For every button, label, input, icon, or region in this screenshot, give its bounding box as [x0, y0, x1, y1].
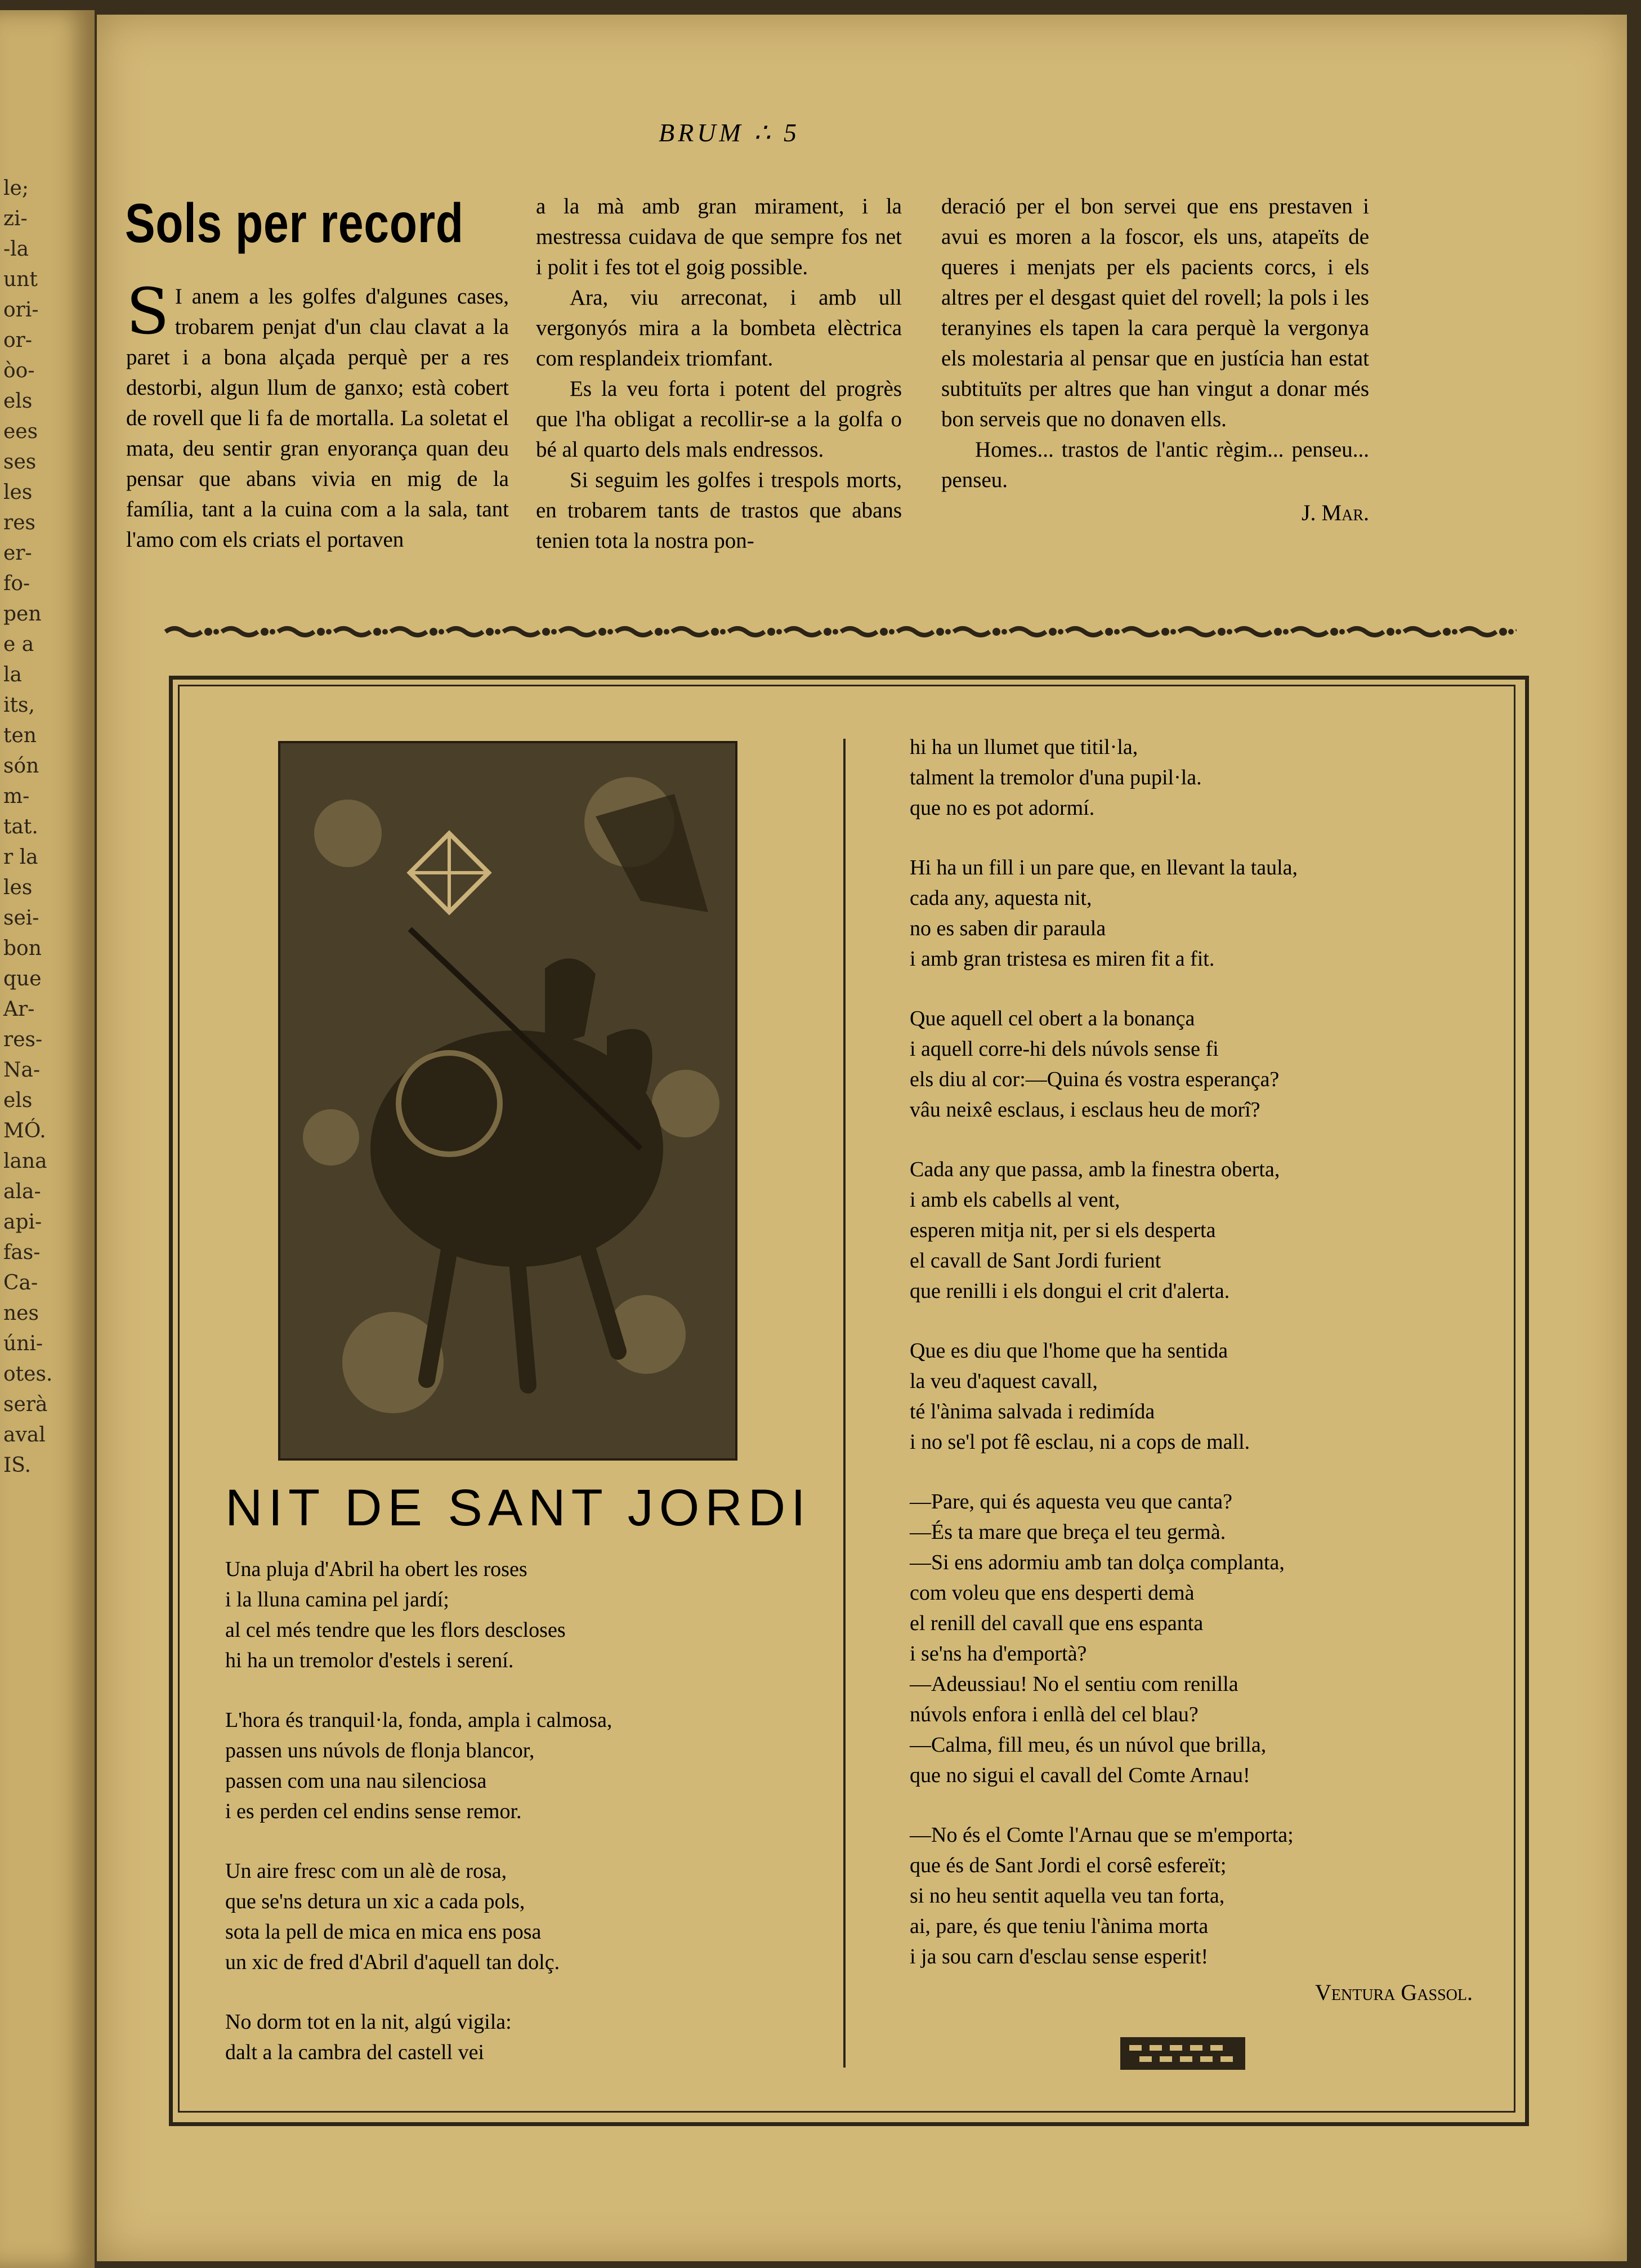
poem-line: i amb els cabells al vent,: [910, 1188, 1120, 1212]
poem-stanza: [225, 1554, 822, 1676]
previous-page-fragment: Ca-: [3, 1271, 38, 1294]
article-paragraph: Homes... trastos de l'antic règim... penseu... penseu.: [941, 437, 1369, 492]
poem-line: i es perden cel endins sense remor.: [225, 1800, 522, 1823]
previous-page-fragment: Na-: [3, 1059, 41, 1082]
previous-page-fragment: òo-: [3, 359, 35, 382]
poem-line: Un aire fresc com un alè de rosa,: [225, 1859, 507, 1883]
poem-line: —Calma, fill meu, és un núvol que brilla,: [910, 1733, 1267, 1757]
previous-page-fragment: els: [3, 1089, 33, 1112]
previous-page-fragment: úni-: [3, 1332, 43, 1355]
previous-page-fragment: són: [3, 754, 39, 778]
previous-page-fragment: res: [3, 511, 35, 534]
poem-line: esperen mitja nit, per si els desperta: [910, 1218, 1216, 1242]
article-paragraph: deració per el bon servei que ens prestaven i avui es moren a la foscor, els uns, atapeïts de queres i menjats per els pacients corcs, i els altres per el desgast quiet del rovell; la pols i les teranyines els tapen la cara perquè la vergonya els molestaria al pensar que en justícia han estat subtituïts per altres que han vingut a donar més bon serveis que no donaven ells.: [941, 194, 1369, 431]
poem-line: i no se'l pot fê esclau, ni a cops de mall.: [910, 1430, 1250, 1454]
poem-line: núvols enfora i enllà del cel blau?: [910, 1703, 1199, 1726]
previous-page-fragment: ori-: [3, 298, 39, 322]
poem-line: sota la pell de mica en mica ens posa: [225, 1920, 542, 1944]
previous-page-fragment: les: [3, 876, 33, 899]
article-paragraph: a la mà amb gran mirament, i la mestressa cuidava de que sempre fos net i polit i fes tot el goig possible.: [536, 194, 902, 279]
poem-line: i la lluna camina pel jardí;: [225, 1588, 449, 1611]
poem-line: el renill del cavall que ens espanta: [910, 1611, 1204, 1635]
previous-page-fragment: res-: [3, 1028, 43, 1051]
previous-page-fragment: unt: [3, 268, 38, 291]
column-rule: [843, 739, 846, 2068]
previous-page-fragment: aval: [3, 1423, 46, 1446]
poem-line: Cada any que passa, amb la finestra oberta,: [910, 1158, 1280, 1181]
previous-page-fragment: ala-: [3, 1180, 41, 1203]
poem-line: Hi ha un fill i un pare que, en llevant la taula,: [910, 856, 1298, 879]
previous-page-fragment: nes: [3, 1302, 39, 1325]
article-paragraph: Es la veu forta i potent del progrès que l'ha obligat a recollir-se a la golfa o bé al quarto dels mals endressos.: [536, 377, 902, 462]
poem-line: Una pluja d'Abril ha obert les roses: [225, 1557, 527, 1581]
article-paragraph: Si seguim les golfes i trespols morts, en trobarem tants de trastos que abans tenien tota la nostra pon-: [536, 468, 902, 553]
poem-signature: Ventura Gassol.: [1314, 1980, 1473, 2005]
previous-page-fragment: e a: [3, 633, 34, 656]
previous-page-fragment: Ar-: [3, 998, 35, 1021]
previous-page-text: [0, 10, 95, 1481]
poem-line: Que aquell cel obert a la bonança: [910, 1007, 1195, 1030]
previous-page-fragment: or-: [3, 329, 33, 352]
poem-stanza: [225, 1856, 822, 1977]
poem-line: —És ta mare que breça el teu germà.: [910, 1520, 1226, 1544]
previous-page-fragment: sei-: [3, 907, 39, 930]
previous-page-fragment: MÓ.: [3, 1119, 46, 1142]
previous-page-fragment: -la: [3, 238, 29, 261]
previous-page-fragment: lana: [3, 1150, 47, 1173]
article-paragraph: Ara, viu arreconat, i amb ull vergonyós mira a la bombeta elèctrica com resplandeix triomfant.: [536, 285, 902, 370]
previous-page-fragment: ses: [3, 450, 37, 474]
previous-page-fragment: bon: [3, 937, 42, 960]
previous-page-fragment: pen: [3, 602, 42, 626]
article-signature: J. Mar.: [1301, 500, 1369, 525]
poem-stanza: [910, 1003, 1495, 1125]
page-header: BRUM ∴ 5: [659, 118, 801, 147]
poem-line: un xic de fred d'Abril d'aquell tan dolç.: [225, 1950, 560, 1974]
drop-cap: S: [126, 275, 169, 349]
previous-page-fragment: les: [3, 481, 33, 504]
poem-line: cada any, aquesta nit,: [910, 886, 1092, 910]
ornamental-divider: [163, 620, 1517, 643]
poem-line: que no sigui el cavall del Comte Arnau!: [910, 1763, 1250, 1787]
previous-page-fragment: ees: [3, 420, 38, 443]
poem-line: que no es pot adormí.: [910, 796, 1095, 820]
previous-page-fragment: fo-: [3, 572, 30, 595]
poem-stanza: [910, 732, 1495, 823]
poem-line: que renilli i els dongui el crit d'alerta.: [910, 1279, 1230, 1303]
previous-page-fragment: la: [3, 663, 22, 686]
poem-left-column: [225, 1554, 822, 2097]
poem-line: Que es diu que l'home que ha sentida: [910, 1339, 1228, 1363]
previous-page-fragment: er-: [3, 542, 32, 565]
article-title: Sols per record: [125, 192, 464, 254]
poem-line: L'hora és tranquil·la, fonda, ampla i calmosa,: [225, 1708, 612, 1732]
poem-line: el cavall de Sant Jordi furient: [910, 1249, 1161, 1273]
poem-line: passen com una nau silenciosa: [225, 1769, 487, 1793]
poem-stanza: [910, 1336, 1495, 1457]
previous-page-fragment: zi-: [3, 207, 28, 230]
poem-line: i aquell corre-hi dels núvols sense fi: [910, 1037, 1219, 1061]
poem-line: talment la tremolor d'una pupil·la.: [910, 766, 1202, 789]
previous-page-fragment: que: [3, 967, 42, 990]
previous-page-fragment: IS.: [3, 1454, 32, 1477]
poem-line: té l'ànima salvada i redimída: [910, 1400, 1155, 1423]
poem-line: vâu neixê esclaus, i esclaus heu de morî?: [910, 1098, 1260, 1122]
poem-line: que se'ns detura un xic a cada pols,: [225, 1890, 525, 1913]
end-ornament: [1120, 2037, 1245, 2070]
poem-line: els diu al cor:—Quina és vostra esperança?: [910, 1068, 1280, 1091]
poem-line: i se'ns ha d'emportà?: [910, 1642, 1087, 1666]
poem-line: —Adeussiau! No el sentiu com renilla: [910, 1672, 1238, 1696]
poem-stanza: [910, 1820, 1495, 1972]
previous-page-edge: [0, 10, 95, 2268]
previous-page-fragment: fas-: [3, 1241, 41, 1264]
poem-line: hi ha un llumet que titil·la,: [910, 735, 1138, 759]
poem-line: No dorm tot en la nit, algú vigila:: [225, 2010, 512, 2034]
sant-jordi-woodcut-illustration: [278, 741, 737, 1461]
previous-page-fragment: m-: [3, 785, 30, 808]
previous-page-fragment: els: [3, 390, 33, 413]
previous-page-fragment: its,: [3, 694, 35, 717]
poem-stanza: [910, 852, 1495, 974]
article-column-2: [536, 191, 902, 556]
previous-page-fragment: serà: [3, 1393, 48, 1416]
poem-line: la veu d'aquest cavall,: [910, 1369, 1098, 1393]
poem-stanza: [225, 1705, 822, 1827]
poem-line: —Pare, qui és aquesta veu que canta?: [910, 1490, 1232, 1514]
poem-line: i ja sou carn d'esclau sense esperit!: [910, 1945, 1209, 1968]
previous-page-fragment: tat.: [3, 815, 38, 838]
poem-line: hi ha un tremolor d'estels i serení.: [225, 1649, 514, 1672]
poem-stanza: [225, 2007, 822, 2068]
poem-line: —No és el Comte l'Arnau que se m'emporta;: [910, 1823, 1294, 1847]
poem-line: com voleu que ens desperti demà: [910, 1581, 1195, 1605]
poem-line: que és de Sant Jordi el corsê esfereït;: [910, 1854, 1227, 1877]
previous-page-fragment: ten: [3, 724, 37, 747]
poem-title: NIT DE SANT JORDI: [225, 1479, 811, 1537]
poem-line: i amb gran tristesa es miren fit a fit.: [910, 947, 1215, 971]
previous-page-fragment: le;: [3, 177, 29, 200]
poem-line: —Si ens adormiu amb tan dolça complanta,: [910, 1551, 1285, 1574]
poem-line: no es saben dir paraula: [910, 917, 1106, 940]
poem-right-column: [910, 732, 1495, 2008]
poem-line: dalt a la cambra del castell vei: [225, 2041, 484, 2064]
previous-page-fragment: otes.: [3, 1363, 53, 1386]
article-column-3: [941, 191, 1369, 528]
poem-line: passen uns núvols de flonja blancor,: [225, 1739, 535, 1762]
poem-line: al cel més tendre que les flors descloses: [225, 1618, 566, 1642]
previous-page-fragment: api-: [3, 1211, 42, 1234]
poem-line: si no heu sentit aquella veu tan forta,: [910, 1884, 1225, 1908]
woodcut-image: [280, 743, 735, 1458]
article-column-1: [126, 275, 509, 555]
poem-stanza: [910, 1154, 1495, 1306]
article-col1-text: I anem a les golfes d'algunes cases, trobarem penjat d'un clau clavat a la paret i a bona alçada perquè per a res destorbi, algun llum de ganxo; està cobert de rovell que li fa de mortalla. La soletat el mata, deu sentir gran enyorança quan deu pensar que abans vivia en mig de la família, tant a la cuina com a la sala, tant l'amo com els criats el portaven: [126, 284, 509, 552]
poem-stanza: [910, 1486, 1495, 1791]
previous-page-fragment: r la: [3, 846, 38, 869]
poem-line: ai, pare, és que teniu l'ànima morta: [910, 1914, 1209, 1938]
